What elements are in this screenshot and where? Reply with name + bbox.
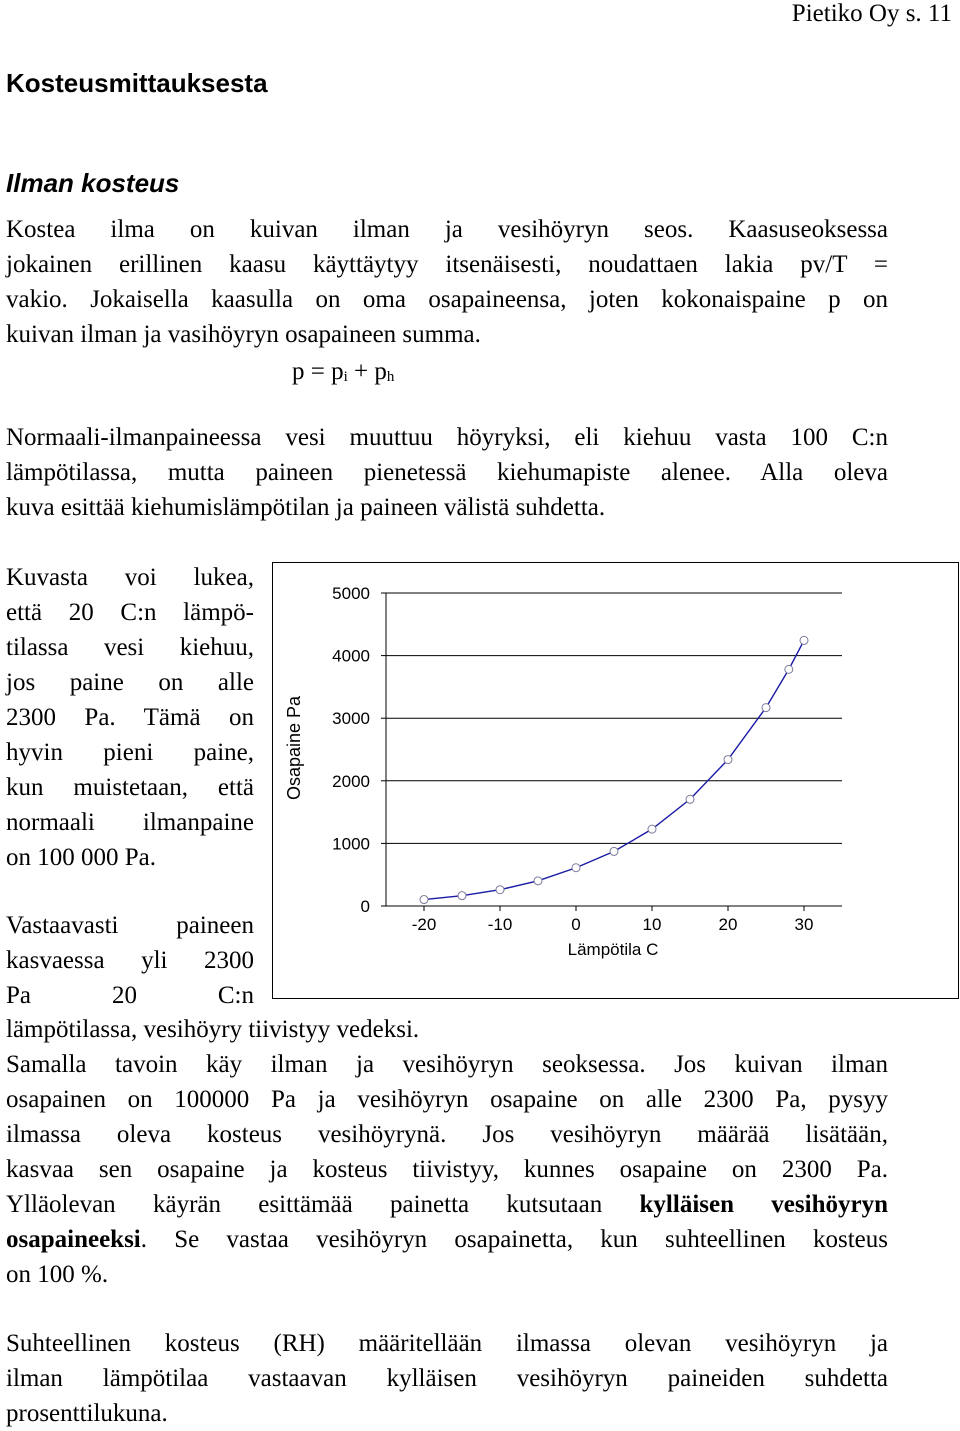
chart-grid: [386, 593, 842, 843]
paragraph-3-line: osapainen on 100000 Pa ja vesihöyryn osapaine on alle 2300 Pa, pysyy: [6, 1086, 888, 1113]
paragraph-2-line: lämpötilassa, mutta paineen pienetessä kiehumapiste alenee. Alla oleva: [6, 459, 888, 486]
bold-term-1: kylläisen vesihöyryn: [639, 1191, 888, 1218]
side-text-2-line: Vastaavasti paineen: [6, 912, 254, 939]
paragraph-4-line: Suhteellinen kosteus (RH) määritellään ilmassa olevan vesihöyryn ja: [6, 1330, 888, 1357]
y-tick-label: 4000: [332, 646, 370, 666]
paragraph-3-text: Ylläolevan käyrän esittämää painetta kutsutaan: [6, 1191, 640, 1218]
paragraph-1-line: jokainen erillinen kaasu käyttäytyy itsenäisesti, noudattaen lakia pv/T =: [6, 251, 888, 278]
paragraph-1-line: Kostea ilma on kuivan ilman ja vesihöyryn seos. Kaasuseoksessa: [6, 216, 888, 243]
formula-sub-h: h: [386, 369, 395, 385]
formula-sub-i: i: [343, 369, 348, 385]
x-tick-label: 20: [718, 915, 738, 934]
paragraph-1-line: vakio. Jokaisella kaasulla on oma osapaineensa, joten kokonaispaine p on: [6, 286, 888, 313]
y-tick-label: 2000: [332, 771, 370, 791]
data-point: [724, 756, 732, 764]
page-header: Pietiko Oy s. 11: [791, 0, 952, 27]
x-tick-label: 0: [571, 915, 581, 934]
x-tick-label: -10: [487, 915, 513, 934]
y-tick-label: 1000: [332, 834, 370, 854]
formula-plus: + p: [347, 358, 387, 385]
paragraph-1-line: kuivan ilman ja vasihöyryn osapaineen summa.: [6, 321, 481, 348]
side-text-2-line: Pa 20 C:n: [6, 982, 254, 1009]
paragraph-3: [6, 1012, 888, 1292]
data-point: [686, 795, 694, 803]
side-text-line: jos paine on alle: [6, 669, 254, 696]
data-point: [496, 886, 504, 894]
data-point: [420, 896, 428, 904]
bold-term-2: osapaineeksi: [6, 1226, 141, 1253]
series-line: [424, 640, 804, 899]
side-text-line: normaali ilmanpaine: [6, 809, 254, 836]
y-axis-label: Osapaine Pa: [284, 695, 304, 801]
x-tick-label: 30: [794, 915, 814, 934]
section-title: Ilman kosteus: [6, 168, 180, 198]
paragraph-3-line: on 100 %.: [6, 1261, 109, 1288]
paragraph-3-line: [6, 1222, 888, 1257]
paragraph-4-line: prosenttilukuna.: [6, 1400, 168, 1427]
vapor-pressure-chart: [272, 562, 960, 1008]
paragraph-4: [6, 1326, 888, 1431]
chart-axes: [381, 593, 842, 911]
side-text: [6, 560, 254, 875]
y-tick-labels: [332, 584, 370, 916]
data-point: [534, 877, 542, 885]
y-tick-label: 3000: [332, 709, 370, 729]
data-point: [648, 825, 656, 833]
paragraph-2-line: kuva esittää kiehumislämpötilan ja paineen välistä suhdetta.: [6, 494, 606, 521]
paragraph-1: [6, 212, 888, 352]
paragraph-3-text: . Se vastaa vesihöyryn osapainetta, kun suhteellinen kosteus: [140, 1226, 888, 1253]
data-point: [458, 892, 466, 900]
data-point: [610, 847, 618, 855]
x-tick-labels: [412, 915, 814, 934]
paragraph-3-line: lämpötilassa, vesihöyry tiivistyy vedeksi.: [6, 1016, 420, 1043]
y-tick-label: 5000: [332, 584, 370, 603]
page-title: Kosteusmittauksesta: [6, 68, 268, 98]
side-text-line: tilassa vesi kiehuu,: [6, 634, 254, 661]
side-text-line: on 100 000 Pa.: [6, 844, 156, 871]
formula: [292, 354, 394, 395]
side-text-line: Kuvasta voi lukea,: [6, 564, 254, 591]
paragraph-2: [6, 420, 888, 525]
x-tick-label: -20: [411, 915, 437, 934]
side-text-line: kun muistetaan, että: [6, 774, 254, 801]
paragraph-3-line-bold: [6, 1187, 888, 1222]
paragraph-3-line: Samalla tavoin käy ilman ja vesihöyryn seoksessa. Jos kuivan ilman: [6, 1051, 888, 1078]
paragraph-4-line: ilman lämpötilaa vastaavan kylläisen vesihöyryn paineiden suhdetta: [6, 1365, 888, 1392]
paragraph-2-line: Normaali-ilmanpaineessa vesi muuttuu höyryksi, eli kiehuu vasta 100 C:n: [6, 424, 888, 451]
x-tick-label: 10: [642, 915, 662, 934]
side-text-2: [6, 908, 254, 1013]
data-point: [800, 636, 808, 644]
side-text-line: että 20 C:n lämpö-: [6, 599, 254, 626]
data-point: [785, 665, 793, 673]
data-point: [762, 704, 770, 712]
chart-series: [420, 636, 808, 903]
data-point: [572, 864, 580, 872]
side-text-line: hyvin pieni paine,: [6, 739, 254, 766]
y-tick-label: 0: [360, 897, 370, 916]
side-text-line: 2300 Pa. Tämä on: [6, 704, 254, 731]
paragraph-3-line: ilmassa oleva kosteus vesihöyrynä. Jos vesihöyryn määrää lisätään,: [6, 1121, 888, 1148]
x-axis-label: Lämpötila C: [567, 940, 659, 959]
side-text-2-line: kasvaessa yli 2300: [6, 947, 254, 974]
formula-lhs: p = p: [292, 358, 344, 385]
paragraph-3-line: kasvaa sen osapaine ja kosteus tiivistyy, kunnes osapaine on 2300 Pa.: [6, 1156, 888, 1183]
